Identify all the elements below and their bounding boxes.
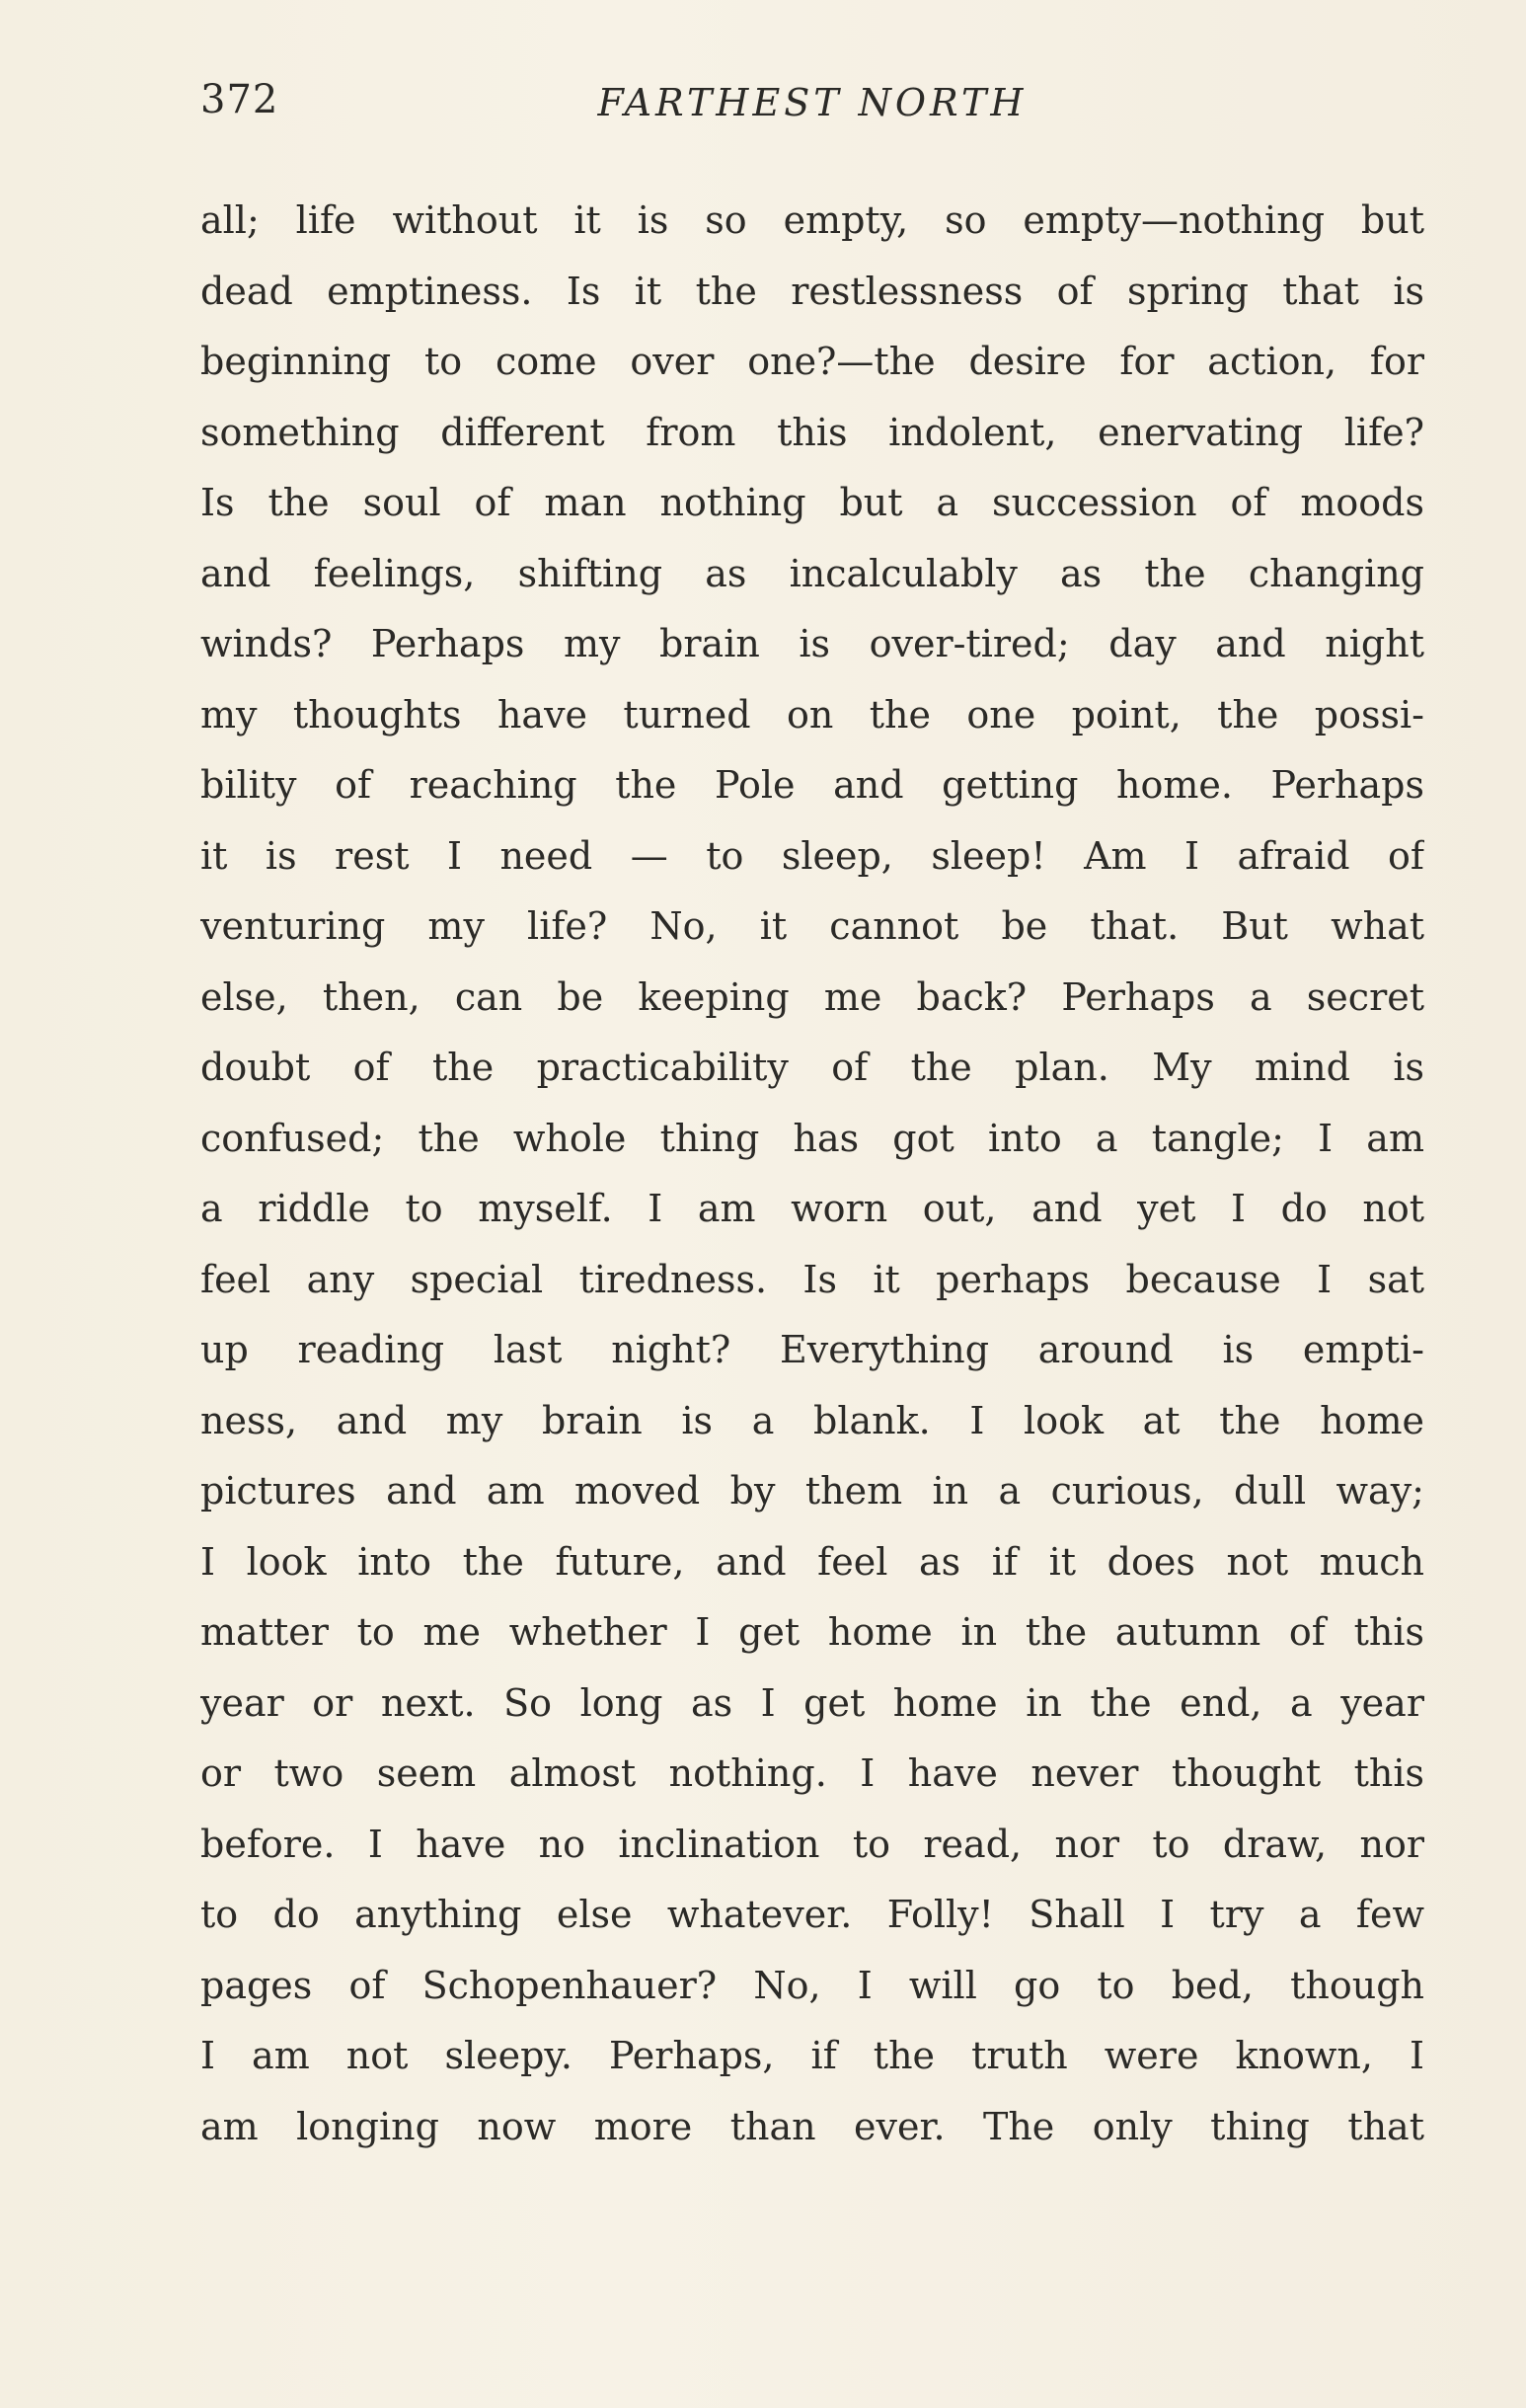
page-number: 372 [200,77,279,122]
text-line: pictures and am moved by them in a curious, dull way; [200,1469,1424,1513]
text-line: it is rest I need — to sleep, sleep! Am I afraid of [200,833,1424,878]
text-line: something different from this indolent, enervating life? [200,410,1424,454]
text-line: pages of Schopenhauer? No, I will go to bed, though [200,1963,1424,2007]
running-title: FARTHEST NORTH [597,81,1028,124]
text-line: doubt of the practicability of the plan. My mind is [200,1046,1424,1089]
text-line: confused; the whole thing has got into a tangle; I am [200,1116,1424,1160]
body-text [200,186,1424,2162]
page-header [200,77,1424,136]
text-line: up reading last night? Everything around is empti- [200,1328,1424,1371]
text-line: before. I have no inclination to read, nor to draw, nor [200,1822,1424,1866]
text-line: my thoughts have turned on the one point, the possi- [200,692,1424,737]
text-line: am longing now more than ever. The only thing that [200,2104,1424,2148]
text-line: and feelings, shifting as incalculably as the changing [200,551,1424,595]
text-line: Is the soul of man nothing but a succession of moods [200,481,1424,524]
text-line: to do anything else whatever. Folly! Shall I try a few [200,1893,1424,1936]
text-line: bility of reaching the Pole and getting home. Perhaps [200,763,1424,807]
text-line: beginning to come over one?—the desire for action, for [200,340,1424,383]
text-line: ness, and my brain is a blank. I look at the home [200,1398,1424,1442]
text-line: matter to me whether I get home in the autumn of this [200,1610,1424,1654]
text-line: feel any special tiredness. Is it perhaps because I sat [200,1257,1424,1301]
text-line: dead emptiness. Is it the restlessness of spring that is [200,269,1424,313]
text-line: a riddle to myself. I am worn out, and yet I do not [200,1187,1424,1230]
text-line: I look into the future, and feel as if it does not much [200,1539,1424,1584]
text-line: year or next. So long as I get home in the end, a year [200,1680,1424,1725]
text-line: winds? Perhaps my brain is over-tired; day and night [200,622,1424,665]
text-line: or two seem almost nothing. I have never thought this [200,1751,1424,1795]
text-line: I am not sleepy. Perhaps, if the truth were known, I [200,2034,1424,2077]
text-line: else, then, can be keeping me back? Perhaps a secret [200,974,1424,1019]
text-line: venturing my life? No, it cannot be that. But what [200,904,1424,948]
text-line: all; life without it is so empty, so empty—nothing but [200,198,1424,242]
